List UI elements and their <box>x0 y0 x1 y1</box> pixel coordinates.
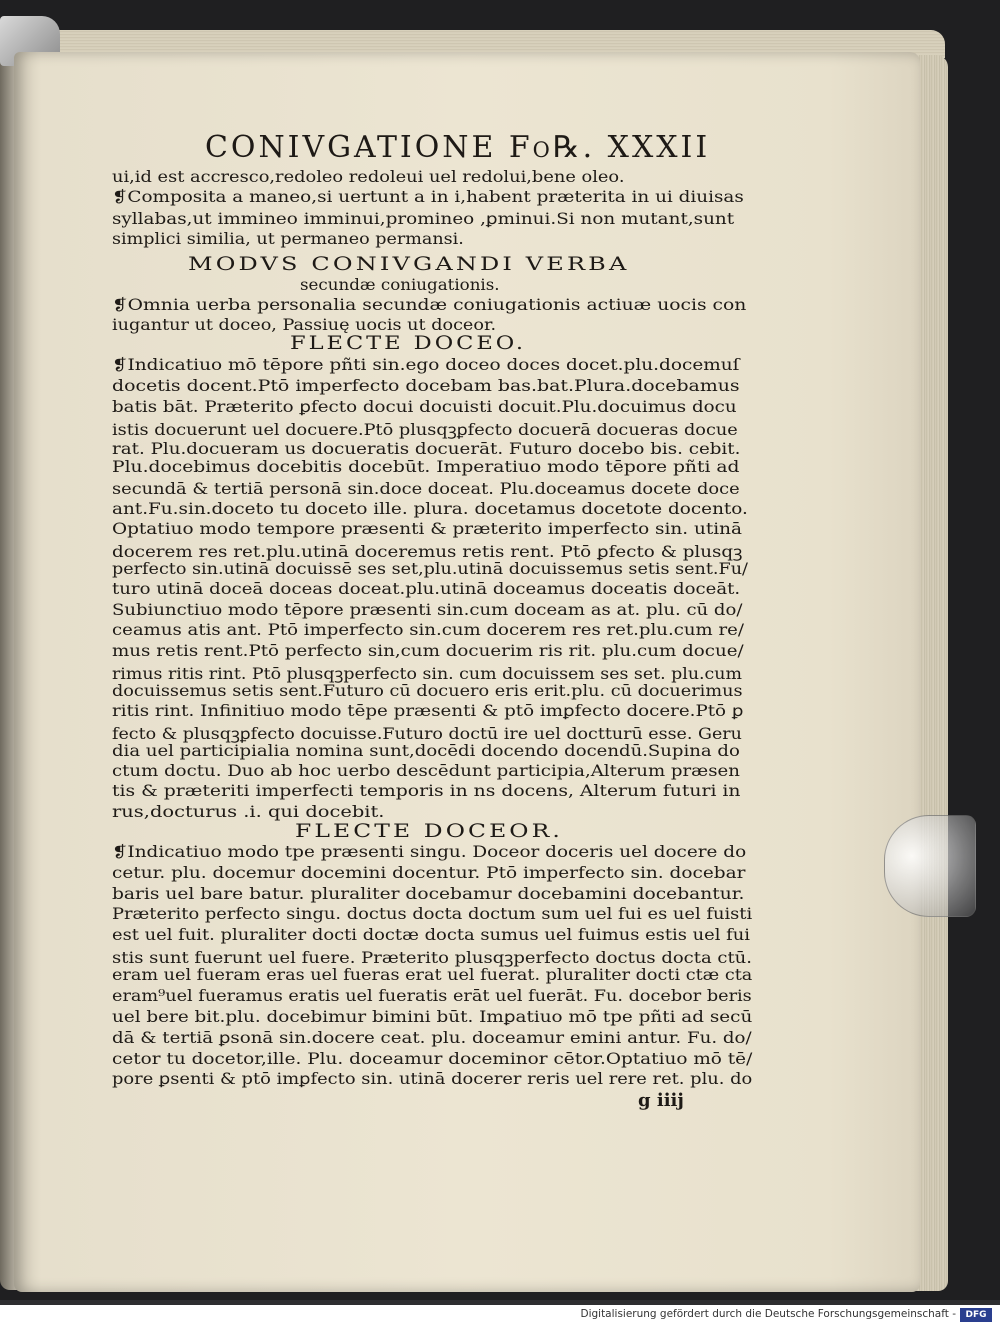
text-line: perfecto sin.utinā docuissē ses set,plu.utinā docuissemus setis sent.Fu/ <box>112 560 748 578</box>
section-heading: FLECTE DOCEO. <box>290 332 527 354</box>
text-line: baris uel bare batur. pluraliter docebamur docebamini docebantur. <box>112 885 745 903</box>
text-line: iugantur ut doceo, Passiuę uocis ut doceor. <box>112 316 497 334</box>
text-line: batis bāt. Præterito ꝑfecto docui docuisti docuit.Plu.docuimus docu <box>112 398 737 416</box>
text-line: tis & præteriti imperfecti temporis in ns docens, Alterum futuri in <box>112 782 741 800</box>
text-line: pore ꝑsenti & ptō imꝑfecto sin. utinā docerer reris uel rere ret. plu. do <box>112 1070 753 1088</box>
footer-bar <box>0 1305 1000 1325</box>
text-line: docerem res ret.plu.utinā doceremus retis rent. Ptō ꝑfecto & plusqꝫ <box>112 543 743 561</box>
text-line: simplici similia, ut permaneo permansi. <box>112 230 464 248</box>
text-line: docetis docent.Ptō imperfecto docebam bas.bat.Plura.docebamus <box>112 377 740 395</box>
text-line: uel bere bit.plu. docebimur bimini būt. Imꝑatiuo mō tpe pñti ad secū <box>112 1008 753 1026</box>
text-line: Optatiuo modo tempore præsenti & præterito imperfecto sin. utinā <box>112 520 742 538</box>
text-line: rat. Plu.docueram us docueratis docuerāt. Futuro docebo bis. cebit. <box>112 440 741 458</box>
text-line: cetur. plu. docemur docemini docentur. Ptō imperfecto sin. docebar <box>112 864 746 882</box>
text-line: Præterito perfecto singu. doctus docta doctum sum uel fui es uel fuisti <box>112 905 753 923</box>
section-heading: MODVS CONIVGANDI VERBA <box>188 253 630 275</box>
text-line: Subiunctiuo modo tēpore præsenti sin.cum doceam as at. plu. cū do/ <box>112 601 743 619</box>
text-line: eram⁹uel fueramus eratis uel fueratis erāt uel fuerāt. Fu. docebor beris <box>112 987 752 1005</box>
text-line: cetor tu docetor,ille. Plu. doceamur doceminor cētor.Optatiuo mō tē/ <box>112 1050 753 1068</box>
text-line: ceamus atis ant. Ptō imperfecto sin.cum docerem res ret.plu.cum re/ <box>112 621 744 639</box>
text-line: dia uel participialia nomina sunt,docēdi docendo docendū.Supina do <box>112 742 740 760</box>
text-line: secundā & tertiā personā sin.doce doceat. Plu.doceamus docete doce <box>112 480 740 498</box>
text-line: fecto & plusqꝫꝑfecto docuisse.Futuro doctū ire uel doctturū esse. Geru <box>112 725 742 743</box>
text-line: istis docuerunt uel docuere.Ptō plusqꝫꝑfecto docuerā docueras docue <box>112 421 738 439</box>
text-line: ❡Composita a maneo,si uertunt a in i,habent præterita in ui diuisas <box>112 188 744 206</box>
text-line: ctum doctu. Duo ab hoc uerbo descēdunt participia,Alterum præsen <box>112 762 740 780</box>
signature-mark: g iiij <box>638 1090 684 1111</box>
dfg-logo: DFG <box>960 1308 992 1322</box>
text-line: ❡Indicatiuo modo tpe præsenti singu. Doceor doceris uel docere do <box>112 843 747 861</box>
text-line: ❡Indicatiuo mō tēpore pñti sin.ego doceo doces docet.plu.docemuſ <box>112 356 740 374</box>
text-line: ❡Omnia uerba personalia secundæ coniugationis actiuæ uocis con <box>112 296 747 314</box>
section-heading: FLECTE DOCEOR. <box>295 820 563 842</box>
section-subheading: secundæ coniugationis. <box>300 276 500 294</box>
running-head: CONIVGATIONE Fo℞. XXXII <box>205 130 711 165</box>
text-line: rus,docturus .i. qui docebit. <box>112 803 385 821</box>
footer-credit: Digitalisierung gefördert durch die Deutsche Forschungsgemeinschaft - <box>580 1308 956 1320</box>
text-line: Plu.docebimus docebitis docebūt. Imperatiuo modo tēpore pñti ad <box>112 458 740 476</box>
text-line: docuissemus setis sent.Futuro cū docuero eris erit.plu. cū docuerimus <box>112 682 743 700</box>
text-line: turo utinā doceā doceas doceat.plu.utinā doceamus doceatis doceāt. <box>112 580 741 598</box>
text-line: ui,id est accresco,redoleo redoleui uel redolui,bene oleo. <box>112 168 625 186</box>
text-line: est uel fuit. pluraliter docti doctæ docta sumus uel fuimus estis uel fui <box>112 926 750 944</box>
text-line: ritis rint. Infinitiuo modo tēpe præsenti & ptō imꝑfecto docere.Ptō ꝑ <box>112 702 744 720</box>
text-line: rimus ritis rint. Ptō plusqꝫperfecto sin. cum docuissem ses set. plu.cum <box>112 665 742 683</box>
text-line: dā & tertiā ꝑsonā sin.docere ceat. plu. doceamur emini antur. Fu. do/ <box>112 1029 752 1047</box>
text-line: syllabas,ut immineo imminui,promineo ,ꝑminui.Si non mutant,sunt <box>112 210 735 228</box>
text-line: ant.Fu.sin.doceto tu doceto ille. plura. docetamus docetote docento. <box>112 500 748 518</box>
text-line: stis sunt fuerunt uel fuere. Præterito plusqꝫperfecto doctus docta ctū. <box>112 949 752 967</box>
text-line: eram uel fueram eras uel fueras erat uel fuerat. pluraliter docti ctæ cta <box>112 966 753 984</box>
text-line: mus retis rent.Ptō perfecto sin,cum docuerim ris rit. plu.cum docue/ <box>112 642 744 660</box>
glass-weight-right <box>884 815 976 917</box>
